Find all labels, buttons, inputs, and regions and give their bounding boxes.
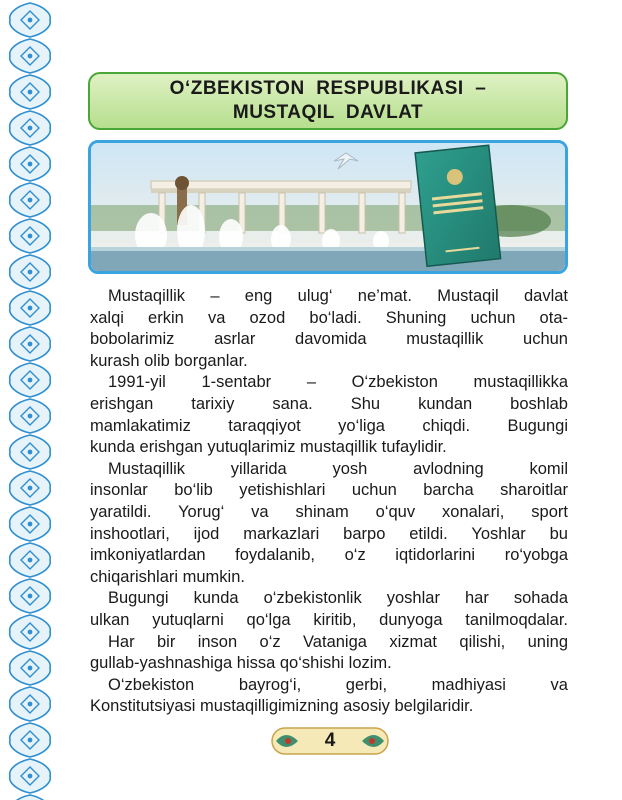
ornament-motif: [10, 435, 51, 469]
ornament-motif: [10, 687, 51, 721]
ornament-motif: [10, 183, 51, 217]
page-number-ornament: [270, 724, 390, 758]
ornament-motif: [10, 111, 51, 145]
title-banner: [88, 72, 568, 130]
text-line: yaratildi. Yorug‘ va shinam o‘quv xonalari, sport: [90, 502, 568, 521]
text-line: kurash olib borganlar.: [90, 351, 248, 370]
ornament-motif: [10, 795, 51, 800]
title-line-1: O‘ZBEKISTON RESPUBLIKASI –: [169, 78, 487, 99]
ornament-motif: [10, 3, 51, 37]
text-line: inshootlari, ijod markazlari barpo etildi. Yoshlar bu: [90, 524, 568, 543]
ornament-motif: [10, 399, 51, 433]
text-line: gullab-yashnashiga hissa qo‘shishi lozim.: [90, 654, 392, 673]
text-line: Mustaqillik – eng ulug‘ ne’mat. Mustaqil davlat: [108, 287, 568, 305]
ornament-motif: [10, 579, 51, 613]
ornament-motif: [10, 363, 51, 397]
text-line: Bugungi kunda o‘zbekistonlik yoshlar har sohada: [108, 589, 568, 608]
ornament-motif: [10, 255, 51, 289]
ornament-motif: [10, 39, 51, 73]
ornament-motif: [10, 651, 51, 685]
ornament-motif: [10, 543, 51, 577]
ornament-motif: [10, 291, 51, 325]
text-line: ulkan yutuqlarni qo‘lga kiritib, dunyoga tanilmoqdalar.: [90, 610, 568, 629]
ornament-motif: [10, 507, 51, 541]
ornamental-border: [0, 0, 70, 800]
text-line: xalqi erkin va ozod bo‘ladi. Shuning uchun ota-: [90, 308, 568, 327]
text-line: imkoniyatlardan foydalanib, o‘z iqtidorlarini ro‘yobga: [90, 546, 568, 565]
text-line: mamlakatimiz taraqqiyot yo‘liga chiqdi. Bugungi: [90, 416, 568, 435]
body-text: [90, 286, 568, 718]
text-line: bobolarimiz asrlar davomida mustaqillik uchun: [90, 330, 568, 349]
ornament-motif: [10, 471, 51, 505]
ornament-motif: [10, 723, 51, 757]
title-line-2: MUSTAQIL DAVLAT: [232, 102, 424, 123]
ornament-motif: [10, 147, 51, 181]
text-line: 1991-yil 1-sentabr – O‘zbekiston mustaqillikka: [108, 373, 568, 392]
text-line: Konstitutsiyasi mustaqilligimizning asosiy belgilaridir.: [90, 697, 474, 716]
text-line: chiqarishlari mumkin.: [90, 567, 245, 586]
page-number: 4: [324, 730, 336, 751]
text-line: insonlar bo‘lib yetishishlari uchun barcha sharoitlar: [90, 481, 568, 500]
text-line: O‘zbekiston bayrog‘i, gerbi, madhiyasi va: [108, 675, 568, 694]
independence-square-photo: [88, 140, 568, 274]
ornament-motif: [10, 759, 51, 793]
ornament-motif: [10, 219, 51, 253]
text-line: kunda erishgan yutuqlarimiz mustaqillik tufaylidir.: [90, 438, 447, 457]
ornament-motif: [10, 327, 51, 361]
ornament-motif: [10, 615, 51, 649]
text-line: Har bir inson o‘z Vataniga xizmat qilishi, uning: [108, 632, 568, 651]
text-line: erishgan tarixiy sana. Shu kundan boshlab: [90, 394, 568, 413]
text-line: Mustaqillik yillarida yosh avlodning komil: [108, 459, 568, 478]
ornament-motif: [10, 75, 51, 109]
